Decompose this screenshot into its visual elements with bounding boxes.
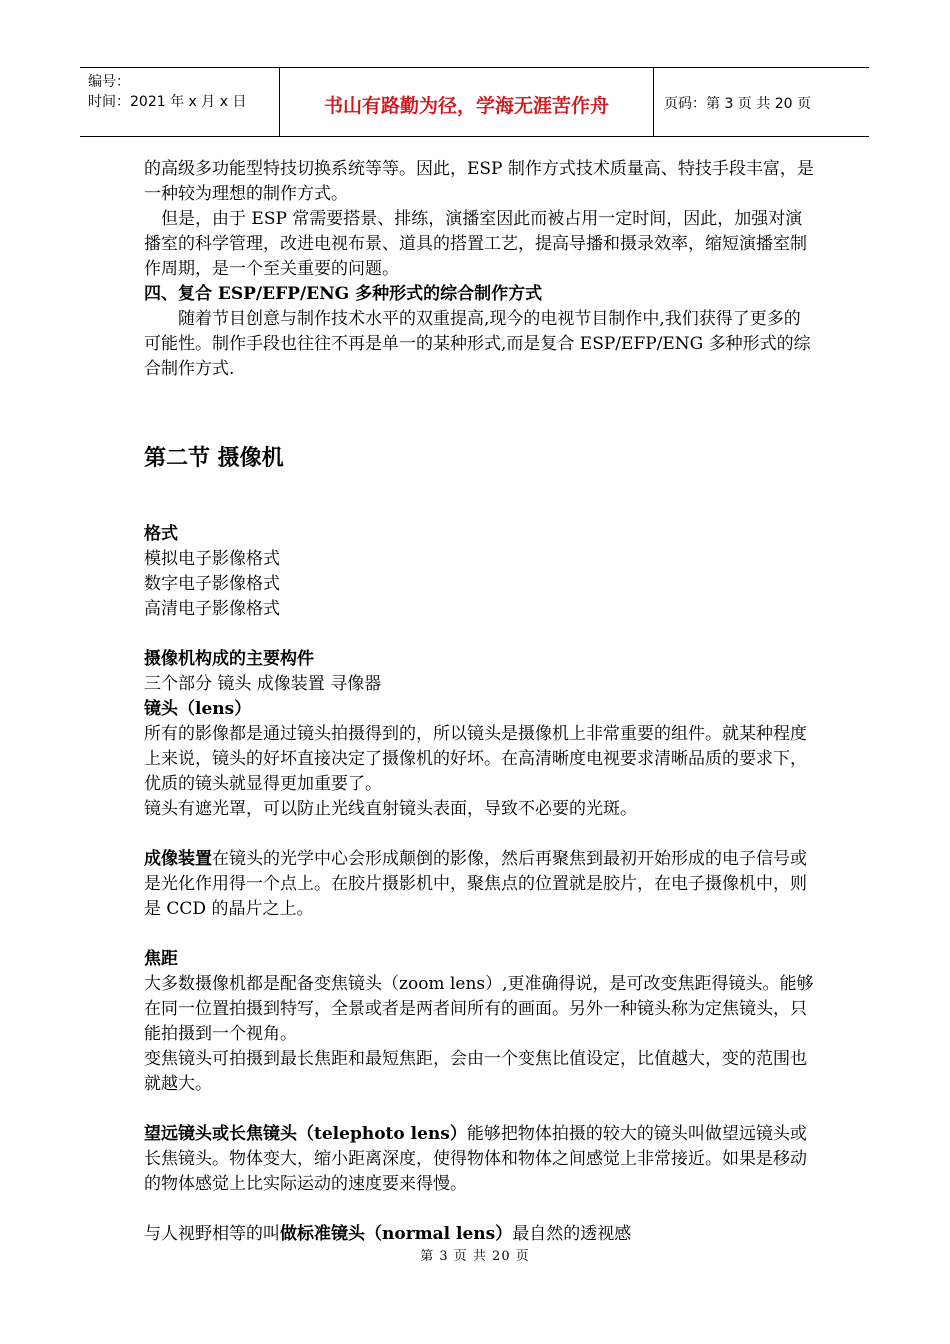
paragraph-telephoto xyxy=(144,1122,814,1197)
header-motto: 书山有路勤为径，学海无涯苦作舟 xyxy=(280,68,654,136)
paragraph-zoom-ratio: 变焦镜头可拍摄到最长焦距和最短焦距，会由一个变焦比值设定，比值越大，变的范围也就越大。 xyxy=(144,1049,807,1094)
paragraph-lens-hood: 镜头有遮光罩，可以防止光线直射镜头表面，导致不必要的光斑。 xyxy=(144,799,637,819)
paragraph-normal-lens xyxy=(144,1222,814,1247)
header-meta xyxy=(80,68,280,136)
paragraph-imaging-device xyxy=(144,847,814,922)
document-body xyxy=(144,157,814,1247)
components-line: 三个部分 镜头 成像装置 寻像器 xyxy=(144,674,382,694)
format-item: 高清电子影像格式 xyxy=(144,599,280,619)
normal-prefix: 与人视野相等的叫 xyxy=(144,1224,280,1244)
subheading-combined-method: 四、复合 ESP/EFP/ENG 多种形式的综合制作方式 xyxy=(144,284,543,304)
paragraph-esp-drawback: 但是，由于 ESP 常需要搭景、排练，演播室因此而被占用一定时间，因此，加强对演播室的科学管理，改进电视布景、道具的搭置工艺，提高导播和摄录效率，缩短演播室制作周期，是一个至关重要的问题。 xyxy=(144,209,807,279)
format-item: 模拟电子影像格式 xyxy=(144,549,280,569)
paragraph-lens: 所有的影像都是通过镜头拍摄得到的，所以镜头是摄像机上非常重要的组件。就某种程度上来说，镜头的好坏直接决定了摄像机的好坏。在高清晰度电视要求清晰品质的要求下，优质的镜头就显得更加重要了。 xyxy=(144,724,807,794)
normal-suffix: 最自然的透视感 xyxy=(512,1224,632,1244)
telephoto-text: 能够把物体拍摄的较大的镜头叫做望远镜头或长焦镜头。物体变大，缩小距离深度，使得物体和物体之间感觉上非常接近。如果是移动的物体感觉上比实际运动的速度要来得慢。 xyxy=(144,1124,807,1194)
page-header xyxy=(80,67,869,137)
section-title: 第二节 摄像机 xyxy=(144,446,284,471)
normal-term: 做标准镜头（normal lens） xyxy=(280,1224,513,1244)
header-time-label: 时间：2021 年 x 月 x 日 xyxy=(88,94,247,110)
paragraph-esp-summary: 的高级多功能型特技切换系统等等。因此，ESP 制作方式技术质量高、特技手段丰富，是一种较为理想的制作方式。 xyxy=(144,159,814,204)
heading-lens: 镜头（lens） xyxy=(144,699,252,719)
heading-focal-length: 焦距 xyxy=(144,949,178,969)
header-page-info: 页码：第 3 页 共 20 页 xyxy=(664,96,811,112)
header-code-label: 编号： xyxy=(88,74,130,90)
format-item: 数字电子影像格式 xyxy=(144,574,280,594)
telephoto-term: 望远镜头或长焦镜头（telephoto lens） xyxy=(144,1124,467,1144)
page-footer: 第 3 页 共 20 页 xyxy=(420,1249,530,1264)
imaging-text: 在镜头的光学中心会形成颠倒的影像，然后再聚焦到最初开始形成的电子信号或是光化作用得一个点上。在胶片摄影机中，聚焦点的位置就是胶片，在电子摄像机中，则是 CCD 的晶片之上。 xyxy=(144,849,807,919)
heading-components: 摄像机构成的主要构件 xyxy=(144,649,314,669)
imaging-term: 成像装置 xyxy=(144,849,212,869)
paragraph-zoom-lens: 大多数摄像机都是配备变焦镜头（zoom lens）,更准确得说，是可改变焦距得镜头。能够在同一位置拍摄到特写，全景或者是两者间所有的画面。另外一种镜头称为定焦镜头，只能拍摄到一个视角。 xyxy=(144,974,814,1044)
paragraph-combined-method: 随着节目创意与制作技术水平的双重提高,现今的电视节目制作中,我们获得了更多的可能性。制作手段也往往不再是单一的某种形式,而是复合 ESP/EFP/ENG 多种形式的综合制作方式. xyxy=(144,309,811,379)
heading-format: 格式 xyxy=(144,524,178,544)
